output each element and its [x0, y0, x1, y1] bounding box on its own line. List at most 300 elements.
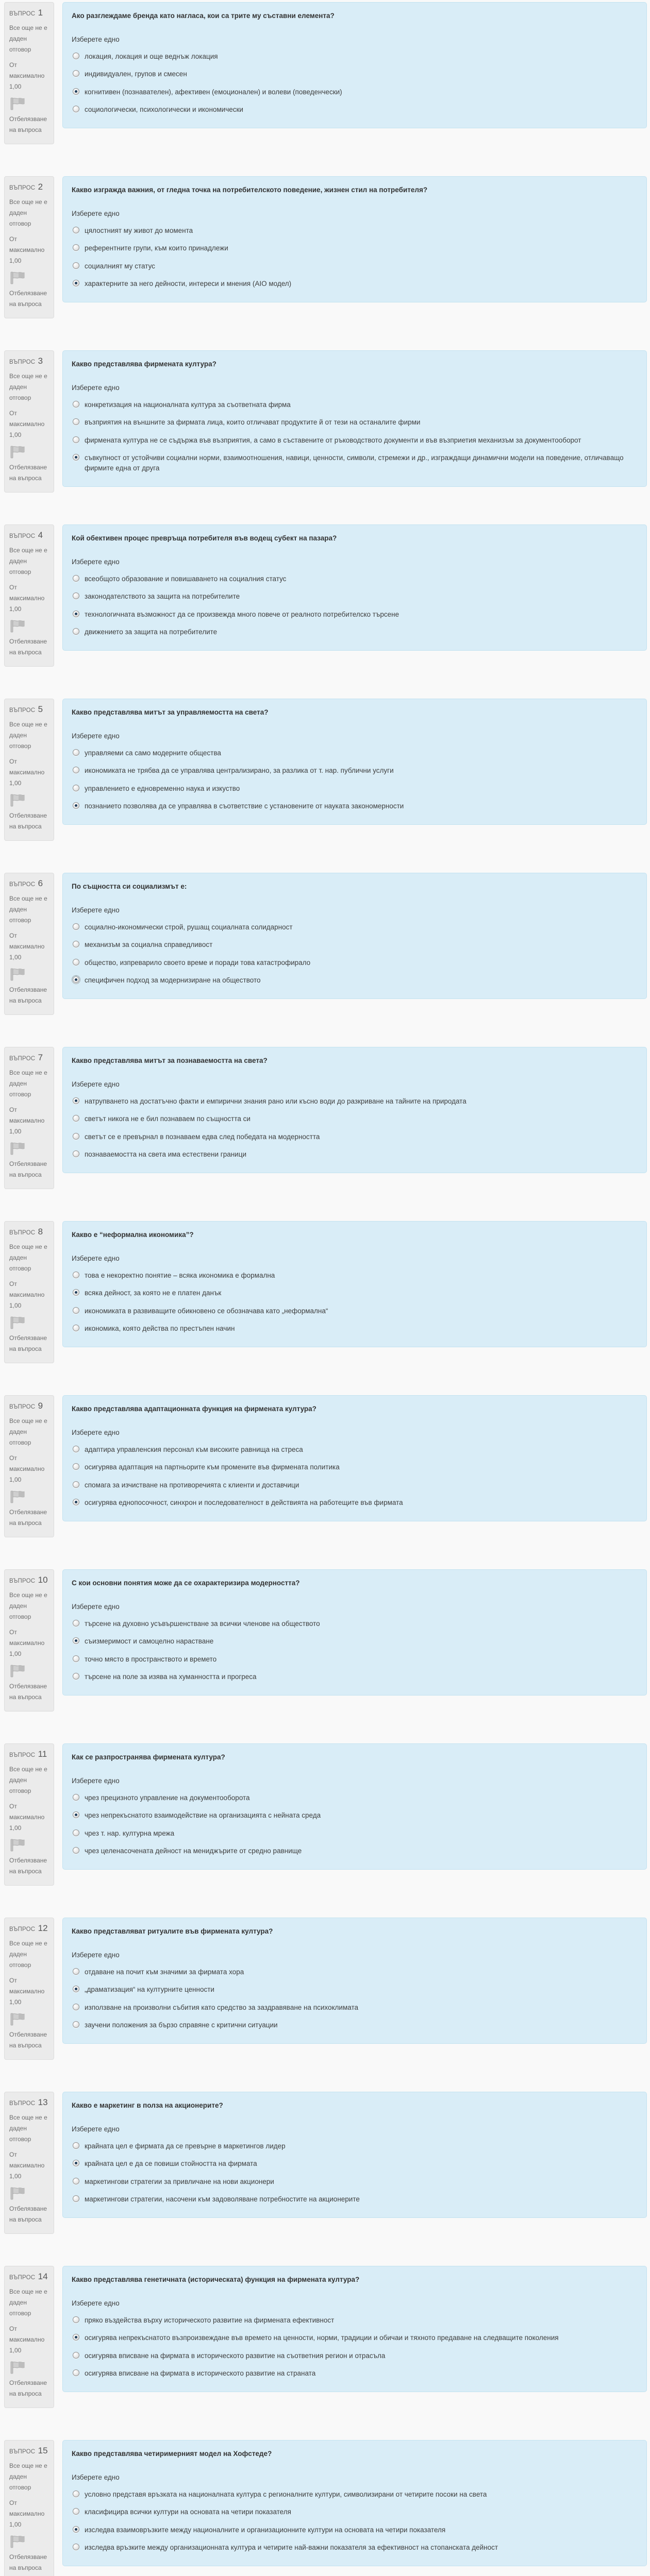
flag-question-link[interactable]: Отбелязване на въпроса [9, 1334, 47, 1352]
radio-button[interactable] [73, 88, 79, 95]
question-status: Все още не е даден отговор [9, 1766, 47, 1794]
flag-question-link[interactable]: Отбелязване на въпроса [9, 1857, 47, 1875]
answer-option-label: технологичната възможност да се произвежда много повече от реалното потребителско търсене [85, 610, 399, 618]
question-text: Какво е “неформална икономика”? [72, 1231, 194, 1239]
answer-prompt: Изберете едно [72, 2299, 120, 2308]
question-number-value: 9 [38, 1401, 43, 1411]
question-info-panel [4, 2266, 54, 2408]
radio-button[interactable] [73, 53, 79, 59]
question-text: Какво представлява митът за познаваемостта на света? [72, 1057, 268, 1064]
answer-option[interactable] [73, 1963, 637, 1981]
answer-options [72, 2485, 637, 2556]
flag-question-link[interactable]: Отбелязване на въпроса [9, 1683, 47, 1701]
flag-icon[interactable] [9, 1664, 27, 1677]
radio-button[interactable] [73, 2369, 79, 2376]
answer-options [72, 1440, 637, 1512]
answer-option-label: чрез т. нар. културна мрежа [85, 1829, 175, 1837]
flag-question-link[interactable]: Отбелязване на въпроса [9, 986, 47, 1004]
answer-option-label: осигурява вписване на фирмата в историческото развитие на страната [85, 2369, 316, 2378]
answer-option-label: управлението е едновременно наука и изкуство [85, 784, 240, 792]
answer-option-label: спомага за изчистване на противоречията с клиенти и доставчици [85, 1481, 299, 1489]
radio-button[interactable] [73, 1499, 79, 1505]
radio-button[interactable] [73, 401, 79, 408]
radio-button[interactable] [73, 1986, 79, 1992]
radio-button[interactable] [73, 2526, 79, 2533]
answer-option[interactable] [73, 1789, 637, 1807]
question-text: Какво представлява четиримерният модел на Хофстеде? [72, 2450, 272, 2458]
question-number-label: ВЪПРОС [9, 11, 36, 17]
question-grade: От максимално 1,00 [9, 2325, 45, 2354]
radio-button[interactable] [73, 611, 79, 617]
answer-option[interactable] [73, 431, 637, 449]
question-grade: От максимално 1,00 [9, 410, 45, 438]
question-status: Все още не е даден отговор [9, 895, 47, 924]
answer-option-label: общество, изпреварило своето време и поради това катастрофирало [85, 958, 311, 967]
question-number-value: 3 [38, 356, 43, 366]
answer-option-label: класифицира всички култури на основата на четири показателя [85, 2508, 291, 2516]
question-number-label: ВЪПРОС [9, 2275, 36, 2281]
question-grade: От максимално 1,00 [9, 932, 45, 961]
radio-button[interactable] [73, 1272, 79, 1278]
radio-button[interactable] [73, 1289, 79, 1296]
radio-button[interactable] [73, 1481, 79, 1488]
question-number-label: ВЪПРОС [9, 1926, 36, 1933]
question-grade: От максимално 1,00 [9, 235, 45, 264]
flag-icon[interactable] [9, 968, 27, 981]
radio-button[interactable] [73, 280, 79, 286]
answer-option[interactable] [73, 101, 637, 119]
answer-option[interactable] [73, 1807, 637, 1825]
flag-question-link[interactable]: Отбелязване на въпроса [9, 2205, 47, 2223]
answer-options [72, 1092, 637, 1163]
question-text: С кои основни понятия може да се охарактеризира модерността? [72, 1579, 300, 1587]
question-info-panel [4, 2092, 54, 2234]
answer-option-label: всеобщото образование и повишаването на социалния статус [85, 574, 287, 583]
question-formulation [62, 350, 647, 487]
question-status: Все още не е даден отговор [9, 1417, 47, 1446]
answer-option-label: когнитивен (познавателен), афективен (емоционален) и волеви (поведенчески) [85, 88, 342, 96]
answer-option[interactable] [73, 1998, 637, 2016]
radio-button[interactable] [73, 418, 79, 425]
radio-button[interactable] [73, 923, 79, 930]
radio-button[interactable] [73, 2004, 79, 2010]
question-formulation [62, 2, 647, 128]
radio-button[interactable] [73, 749, 79, 756]
question-block [4, 1569, 647, 1711]
question-number [9, 1053, 49, 1063]
answer-options [72, 2311, 637, 2382]
radio-button[interactable] [73, 1133, 79, 1140]
answer-option[interactable] [73, 275, 637, 293]
question-info-panel [4, 873, 54, 1015]
radio-button[interactable] [73, 1150, 79, 1157]
radio-button[interactable] [73, 106, 79, 112]
answer-option[interactable] [73, 47, 637, 65]
radio-button[interactable] [73, 1794, 79, 1801]
radio-button[interactable] [73, 976, 79, 983]
question-formulation [62, 1918, 647, 2044]
radio-button[interactable] [73, 2316, 79, 2323]
answer-options [72, 47, 637, 118]
question-grade: От максимално 1,00 [9, 2151, 45, 2180]
radio-button[interactable] [73, 1325, 79, 1331]
flag-question-link[interactable]: Отбелязване на въпроса [9, 1160, 47, 1178]
answer-prompt: Изберете едно [72, 1777, 120, 1785]
question-number-value: 12 [38, 1923, 48, 1933]
question-number [9, 2097, 49, 2108]
question-grade: От максимално 1,00 [9, 1106, 45, 1135]
question-number-label: ВЪПРОС [9, 533, 36, 539]
question-grade: От максимално 1,00 [9, 758, 45, 787]
radio-button[interactable] [73, 436, 79, 443]
answer-options [72, 1615, 637, 1686]
radio-button[interactable] [73, 2544, 79, 2550]
answer-option-label: цялостният му живот до момента [85, 226, 193, 234]
question-formulation [62, 1569, 647, 1696]
answer-option[interactable] [73, 1302, 637, 1320]
answer-option-label: референтните групи, към които принадлежи [85, 244, 228, 252]
radio-button[interactable] [73, 785, 79, 791]
radio-button[interactable] [73, 262, 79, 269]
answer-option-label: натрупването на достатъчно факти и емпирични знания рано или късно води до разкриване на тайните на природата [85, 1097, 466, 1105]
question-number [9, 2446, 49, 2456]
question-grade: От максимално 1,00 [9, 1977, 45, 2006]
answer-option-label: механизъм за социална справедливост [85, 941, 213, 949]
answer-option[interactable] [73, 1824, 637, 1842]
question-info-panel [4, 1047, 54, 1189]
answer-option[interactable] [73, 972, 637, 990]
answer-option[interactable] [73, 1284, 637, 1302]
answer-option[interactable] [73, 257, 637, 275]
flag-icon[interactable] [9, 2535, 27, 2548]
question-formulation [62, 1047, 647, 1173]
answer-option[interactable] [73, 1110, 637, 1128]
answer-option[interactable] [73, 1842, 637, 1860]
answer-option-label: изследва връзките между организационната култура и четирите най-важни показателя за ефективност на стопанската дейност [85, 2544, 498, 2552]
answer-option[interactable] [73, 936, 637, 954]
question-number-value: 4 [38, 530, 43, 540]
flag-icon[interactable] [9, 1142, 27, 1155]
answer-options [72, 1963, 637, 2034]
question-grade: От максимално 1,00 [9, 2499, 45, 2528]
answer-option[interactable] [73, 1615, 637, 1633]
answer-option-label: съизмеримост и самоцелно нарастване [85, 1637, 214, 1646]
radio-button[interactable] [73, 2160, 79, 2166]
answer-prompt: Изберете едно [72, 732, 120, 740]
question-status: Все още не е даден отговор [9, 24, 47, 53]
question-formulation [62, 524, 647, 651]
flag-question-link[interactable]: Отбелязване на въпроса [9, 2031, 47, 2049]
question-status: Все още не е даден отговор [9, 1243, 47, 1272]
answer-option[interactable] [73, 1650, 637, 1668]
question-block [4, 873, 647, 1015]
radio-button[interactable] [73, 1968, 79, 1975]
radio-button[interactable] [73, 767, 79, 773]
answer-option[interactable] [73, 2155, 637, 2173]
answer-options [72, 918, 637, 989]
answer-option-label: светът се е превърнал в познаваем едва след победата на модерността [85, 1132, 320, 1141]
flag-icon[interactable] [9, 1490, 27, 1503]
answer-option[interactable] [73, 798, 637, 816]
radio-button[interactable] [73, 575, 79, 582]
answer-option[interactable] [73, 1092, 637, 1110]
flag-question-link[interactable]: Отбелязване на въпроса [9, 2553, 47, 2571]
answer-option[interactable] [73, 414, 637, 432]
radio-button[interactable] [73, 1811, 79, 1818]
answer-option-label: пряко въздейства върху историческото развитие на фирмената ефективност [85, 2316, 335, 2324]
flag-icon[interactable] [9, 445, 27, 459]
flag-icon[interactable] [9, 2012, 27, 2026]
answer-option[interactable] [73, 570, 637, 588]
radio-button[interactable] [73, 2334, 79, 2341]
answer-option[interactable] [73, 2347, 637, 2365]
answer-option-label: осигурява еднопосочност, синхрон и последователност в действията на работещите във фирмата [85, 1499, 403, 1507]
answer-option-label: икономиката не трябва да се управлява централизирано, за разлика от т. нар. публични услуги [85, 767, 394, 775]
question-number-value: 11 [38, 1749, 47, 1759]
radio-button[interactable] [73, 1637, 79, 1644]
question-info-panel [4, 1395, 54, 1537]
question-number-label: ВЪПРОС [9, 1578, 36, 1584]
radio-button[interactable] [73, 941, 79, 947]
question-text: Какво представлява адаптационната функция на фирмената култура? [72, 1405, 316, 1413]
answer-option-label: осигурява вписване на фирмата в историческото развитие на съответния регион и отрасъла [85, 2351, 386, 2360]
answer-option[interactable] [73, 2173, 637, 2191]
question-number-value: 13 [38, 2097, 48, 2107]
radio-button[interactable] [73, 628, 79, 635]
flag-question-link[interactable]: Отбелязване на въпроса [9, 638, 47, 656]
radio-button[interactable] [73, 2195, 79, 2202]
answer-option[interactable] [73, 588, 637, 606]
flag-icon[interactable] [9, 1316, 27, 1329]
question-number-value: 15 [38, 2446, 48, 2455]
question-info-panel [4, 1221, 54, 1363]
radio-button[interactable] [73, 1463, 79, 1470]
answer-option[interactable] [73, 1146, 637, 1164]
radio-button[interactable] [73, 1829, 79, 1836]
answer-option[interactable] [73, 2016, 637, 2035]
question-number [9, 878, 49, 889]
radio-button[interactable] [73, 1097, 79, 1104]
answer-option-label: съвкупност от устойчиви социални норми, взаимоотношения, навици, ценности, символи, стремежи и др., изграждащи динамични модели на поведение, отличаващо фирмите една от друга [85, 454, 624, 472]
radio-button[interactable] [73, 2490, 79, 2497]
question-block [4, 1918, 647, 2060]
answer-option[interactable] [73, 762, 637, 780]
radio-button[interactable] [73, 1847, 79, 1854]
radio-button[interactable] [73, 2142, 79, 2149]
radio-button[interactable] [73, 592, 79, 599]
question-formulation [62, 1395, 647, 1521]
question-info-panel [4, 2440, 54, 2576]
answer-option-label: конкретизация на националната култура за съответната фирма [85, 400, 291, 409]
question-status: Все още не е даден отговор [9, 1591, 47, 1620]
answer-option[interactable] [73, 1320, 637, 1338]
radio-button[interactable] [73, 1620, 79, 1626]
question-text: Какво представлява генетичната (историческата) функция на фирмената култура? [72, 2276, 360, 2283]
answer-options [72, 222, 637, 293]
question-number-label: ВЪПРОС [9, 2449, 36, 2455]
question-info-panel [4, 2, 54, 144]
flag-icon[interactable] [9, 2187, 27, 2200]
answer-option[interactable] [73, 623, 637, 641]
answer-option-label: изследва взаимовръзките между националните и организационните култури на основата на четири показателя [85, 2526, 446, 2534]
flag-icon[interactable] [9, 793, 27, 807]
question-number-label: ВЪПРОС [9, 2100, 36, 2107]
answer-option[interactable] [73, 240, 637, 258]
flag-icon[interactable] [9, 1838, 27, 1852]
answer-prompt: Изберете едно [72, 558, 120, 566]
question-block [4, 1395, 647, 1537]
answer-option[interactable] [73, 396, 637, 414]
answer-option-label: специфичен подход за модернизиране на обществото [85, 976, 261, 985]
radio-button[interactable] [73, 2352, 79, 2359]
answer-option[interactable] [73, 2191, 637, 2209]
radio-button[interactable] [73, 1307, 79, 1314]
radio-button[interactable] [73, 244, 79, 251]
question-status: Все още не е даден отговор [9, 372, 47, 401]
answer-prompt: Изберете едно [72, 2473, 120, 2482]
answer-option[interactable] [73, 1494, 637, 1512]
answer-prompt: Изберете едно [72, 906, 120, 914]
question-block [4, 699, 647, 841]
answer-prompt: Изберете едно [72, 1603, 120, 1611]
radio-button[interactable] [73, 2508, 79, 2515]
answer-option[interactable] [73, 1128, 637, 1146]
radio-button[interactable] [73, 2021, 79, 2028]
answer-option[interactable] [73, 2137, 637, 2155]
answer-option[interactable] [73, 605, 637, 623]
answer-option[interactable] [73, 1476, 637, 1494]
flag-icon[interactable] [9, 619, 27, 633]
question-text: Какво представлява митът за управляемостта на света? [72, 708, 269, 716]
answer-option[interactable] [73, 918, 637, 936]
answer-option[interactable] [73, 2539, 637, 2557]
answer-option[interactable] [73, 744, 637, 762]
answer-option[interactable] [73, 2485, 637, 2503]
answer-option[interactable] [73, 954, 637, 972]
answer-option[interactable] [73, 1459, 637, 1477]
answer-option[interactable] [73, 1633, 637, 1651]
question-number [9, 1923, 49, 1934]
radio-button[interactable] [73, 227, 79, 233]
answer-option[interactable] [73, 222, 637, 240]
answer-option[interactable] [73, 2329, 637, 2347]
answer-option[interactable] [73, 2521, 637, 2539]
question-number-label: ВЪПРОС [9, 1404, 36, 1410]
flag-icon[interactable] [9, 271, 27, 284]
radio-button[interactable] [73, 802, 79, 809]
question-status: Все още не е даден отговор [9, 2462, 47, 2491]
flag-icon[interactable] [9, 2361, 27, 2374]
question-number-value: 5 [38, 704, 43, 714]
radio-button[interactable] [73, 70, 79, 77]
answer-option-label: всяка дейност, за която не е платен данък [85, 1289, 222, 1297]
answer-prompt: Изберете едно [72, 1255, 120, 1263]
answer-option[interactable] [73, 449, 637, 477]
question-number-label: ВЪПРОС [9, 882, 36, 888]
question-number [9, 2272, 49, 2282]
answer-option[interactable] [73, 65, 637, 83]
radio-button[interactable] [73, 959, 79, 965]
question-number-label: ВЪПРОС [9, 707, 36, 714]
question-status: Все още не е даден отговор [9, 1069, 47, 1098]
answer-option[interactable] [73, 83, 637, 101]
answer-option-label: познаваемостта на света има естествени граници [85, 1150, 247, 1159]
question-block [4, 1743, 647, 1886]
question-formulation [62, 2440, 647, 2566]
question-info-panel [4, 699, 54, 841]
answer-option-label: фирмената култура не се съдържа във възприятия, а само в съставените от ръководството документи и във възприетия механизъм за документооборот [85, 436, 581, 444]
question-block [4, 2, 647, 144]
answer-option[interactable] [73, 2503, 637, 2521]
question-number-value: 10 [38, 1575, 48, 1585]
flag-question-link[interactable]: Отбелязване на въпроса [9, 2379, 47, 2397]
question-number-value: 2 [38, 182, 43, 192]
question-number-label: ВЪПРОС [9, 1230, 36, 1236]
answer-option-label: адаптира управленския персонал към високите равнища на стреса [85, 1445, 303, 1453]
question-info-panel [4, 1569, 54, 1711]
radio-button[interactable] [73, 1655, 79, 1662]
question-info-panel [4, 350, 54, 493]
flag-icon[interactable] [9, 97, 27, 110]
flag-question-link[interactable]: Отбелязване на въпроса [9, 812, 47, 830]
answer-options [72, 2137, 637, 2208]
radio-button[interactable] [73, 2178, 79, 2184]
question-status: Все още не е даден отговор [9, 547, 47, 575]
answer-option-label: това е некоректно понятие – всяка икономика е формална [85, 1271, 275, 1279]
answer-option[interactable] [73, 2311, 637, 2329]
question-number [9, 1749, 49, 1759]
question-number-value: 7 [38, 1053, 43, 1062]
answer-option-label: отдаване на почит към значими за фирмата хора [85, 1968, 244, 1976]
answer-option[interactable] [73, 2365, 637, 2383]
question-number [9, 530, 49, 540]
radio-button[interactable] [73, 1115, 79, 1122]
question-grade: От максимално 1,00 [9, 1803, 45, 1832]
question-number-label: ВЪПРОС [9, 1056, 36, 1062]
answer-option[interactable] [73, 1266, 637, 1284]
answer-option-label: икономика, която действа по престъпен начин [85, 1325, 235, 1333]
answer-option[interactable] [73, 1981, 637, 1999]
answer-prompt: Изберете едно [72, 2125, 120, 2133]
radio-button[interactable] [73, 1673, 79, 1680]
answer-option[interactable] [73, 1668, 637, 1686]
radio-button[interactable] [73, 454, 79, 461]
answer-option[interactable] [73, 1440, 637, 1459]
flag-question-link[interactable]: Отбелязване на въпроса [9, 464, 47, 482]
question-number [9, 182, 49, 192]
answer-option-label: крайната цел е фирмата да се превърне в маркетингов лидер [85, 2142, 286, 2150]
radio-button[interactable] [73, 1446, 79, 1452]
question-status: Все още не е даден отговор [9, 1940, 47, 1969]
question-formulation [62, 1221, 647, 1347]
flag-question-link[interactable]: Отбелязване на въпроса [9, 115, 47, 133]
answer-option[interactable] [73, 779, 637, 798]
answer-option-label: възприятия на външните за фирмата лица, които отличават продуктите й от тези на останалите фирми [85, 418, 421, 427]
question-number-label: ВЪПРОС [9, 185, 36, 191]
question-grade: От максимално 1,00 [9, 1280, 45, 1309]
question-formulation [62, 176, 647, 302]
answer-option-label: законодателството за защита на потребителите [85, 592, 240, 601]
question-formulation [62, 1743, 647, 1870]
flag-question-link[interactable]: Отбелязване на въпроса [9, 290, 47, 308]
question-status: Все още не е даден отговор [9, 2288, 47, 2317]
question-grade: От максимално 1,00 [9, 584, 45, 613]
question-number [9, 704, 49, 715]
flag-question-link[interactable]: Отбелязване на въпроса [9, 1509, 47, 1527]
question-block [4, 1047, 647, 1189]
question-number [9, 1575, 49, 1585]
question-block [4, 524, 647, 667]
